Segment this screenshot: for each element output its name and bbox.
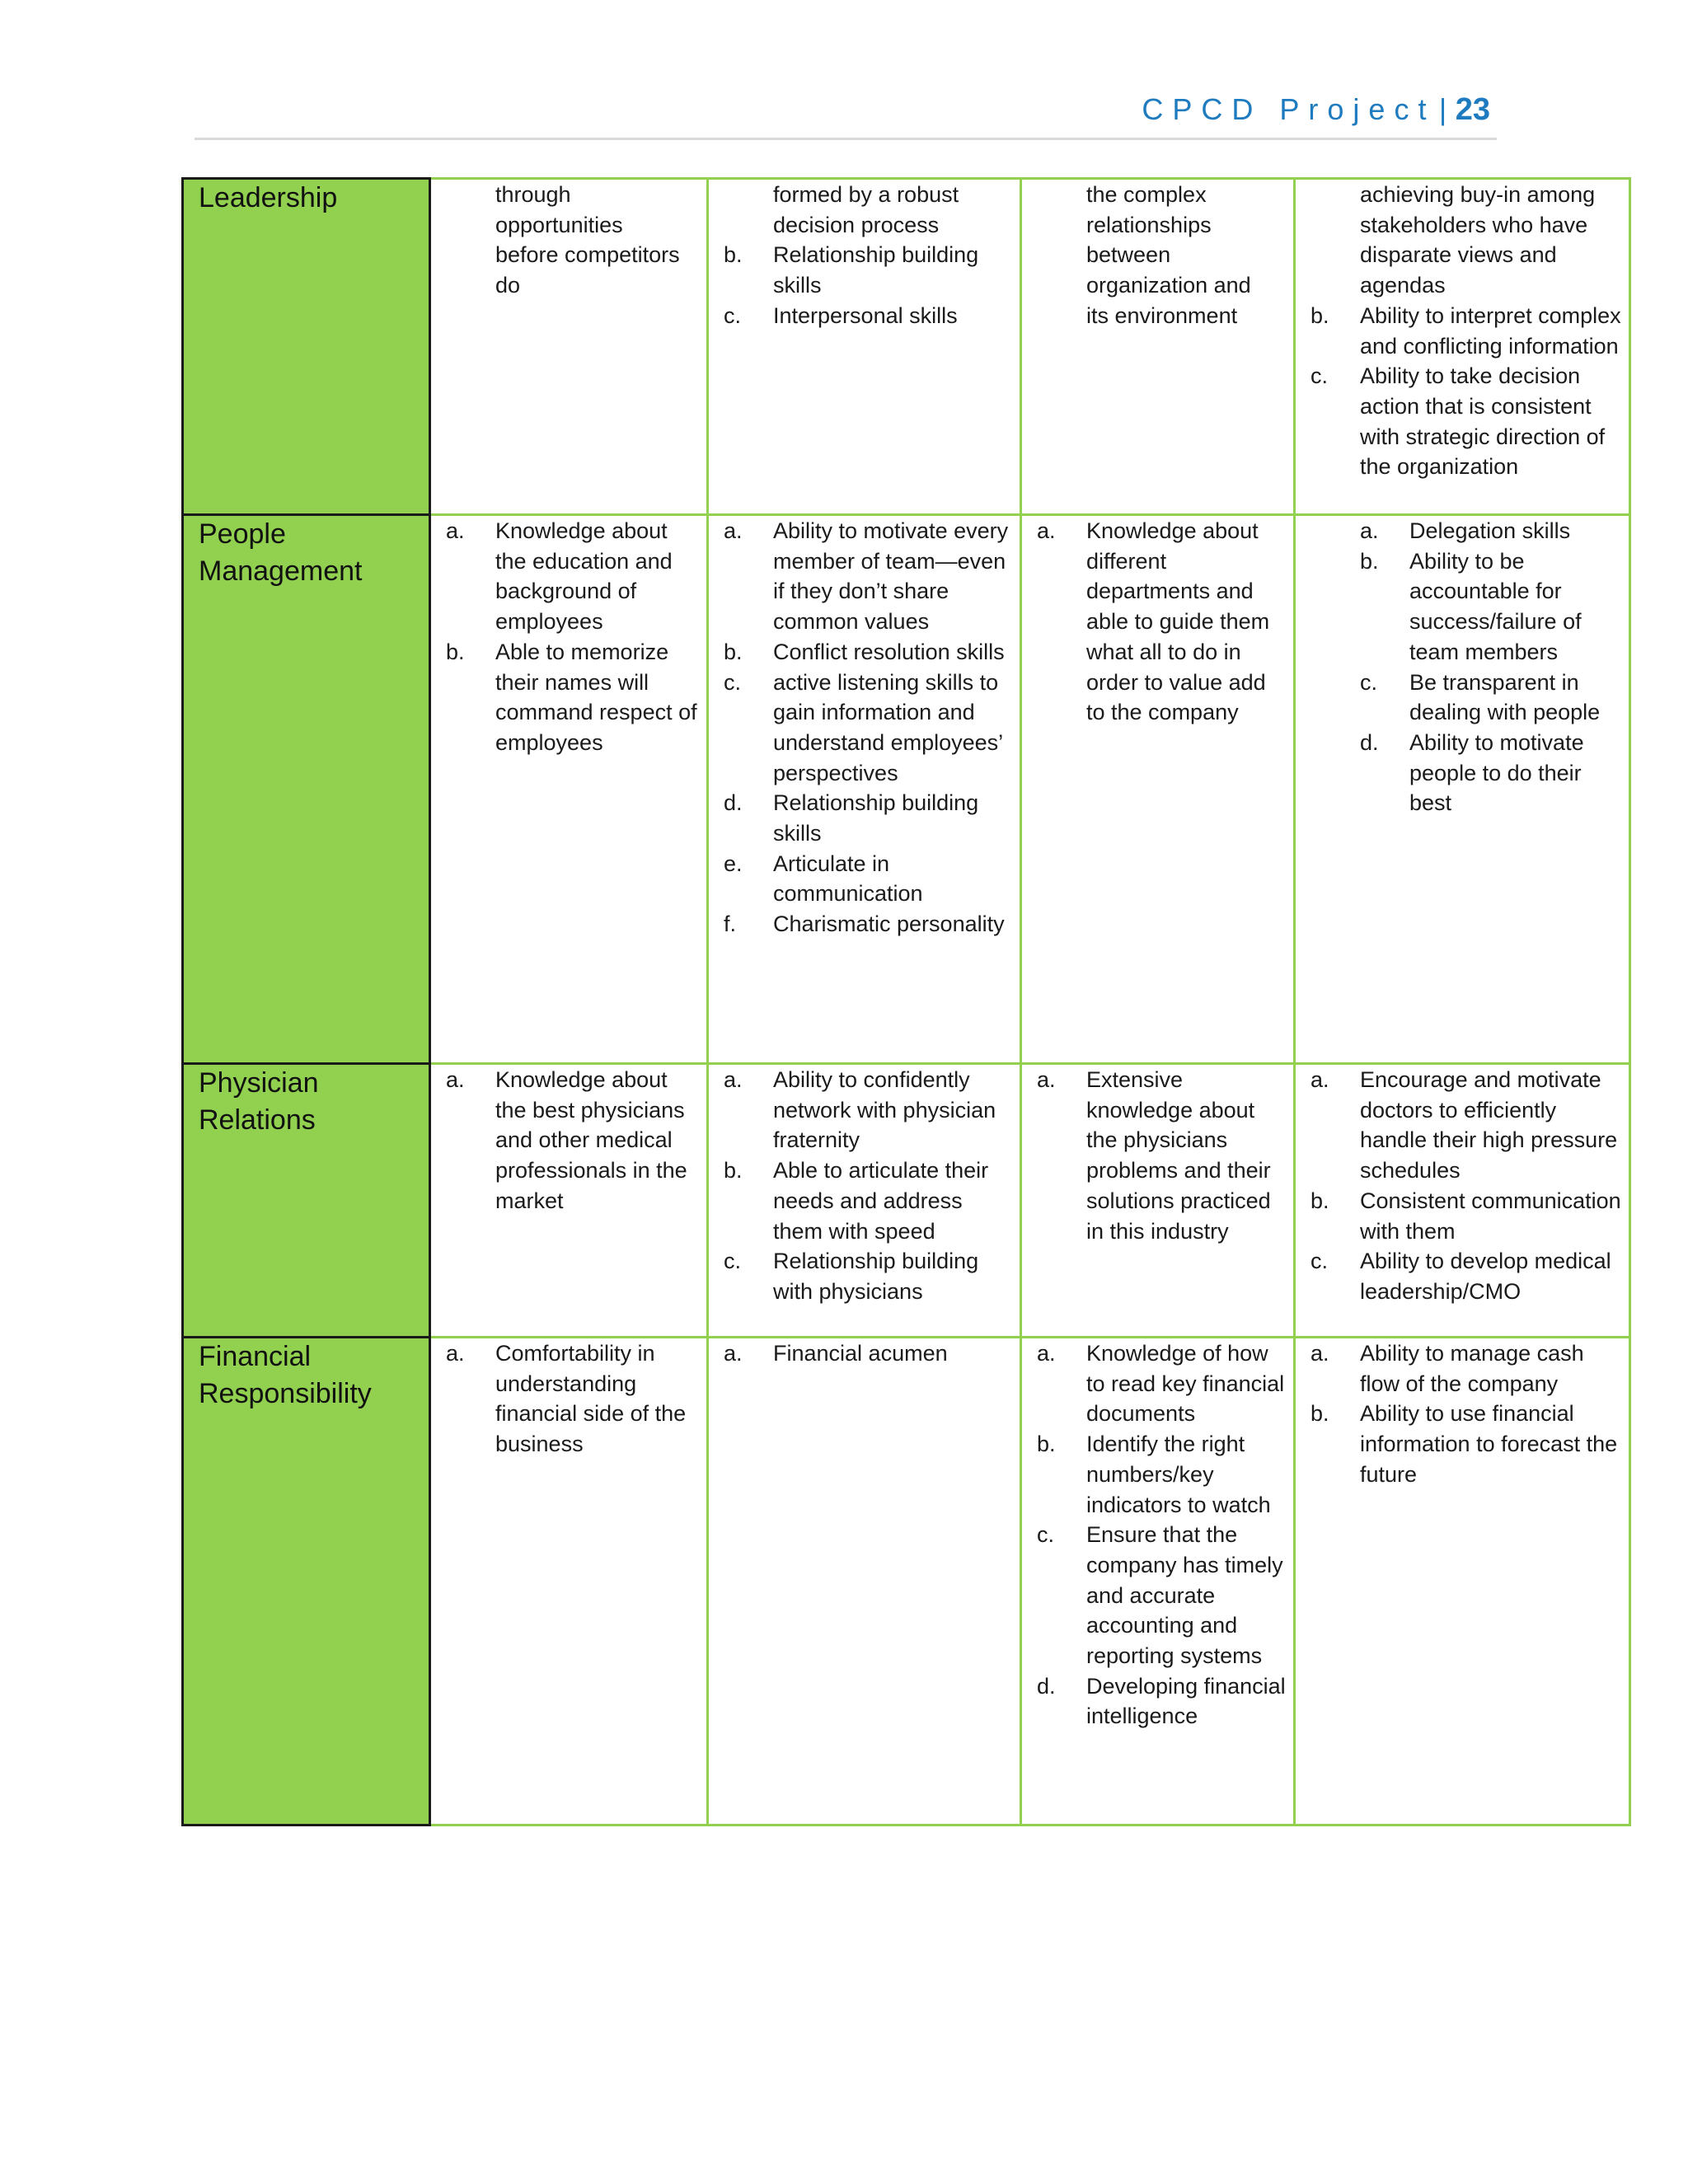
list-item [709,1338,1020,1369]
table-row-leadership [183,179,1630,515]
list-item [1022,1520,1293,1671]
list-item-text: Consistent communication with them [1360,1188,1621,1244]
list-item [1022,1338,1293,1429]
list-marker: b. [1037,1432,1056,1457]
document-title: CPCD Project [1142,92,1436,126]
list-item-text: Ability to develop medical leadership/CMO [1360,1249,1611,1304]
list-item-text: Ensure that the company has timely and accurate accounting and reporting systems [1086,1522,1283,1669]
list-item [1296,301,1629,361]
list-item [1022,516,1293,728]
cell-text-line: agendas [1360,273,1446,298]
list-item-text: Ability to take decision action that is consistent with strategic direction of the organization [1360,363,1606,480]
list-item-text: Developing financial intelligence [1086,1673,1286,1729]
table-row-financial-responsibility [183,1338,1630,1825]
list-marker: a. [446,518,465,543]
list-item [709,1155,1020,1246]
list-item [1022,1429,1293,1520]
list-item [1296,728,1629,818]
list-item-text: Relationship building skills [773,790,979,846]
cell-col1 [430,179,708,515]
cell-col2 [708,515,1021,1064]
list-marker: d. [1037,1673,1056,1699]
cell-col1 [430,1338,708,1825]
list-marker: e. [724,851,743,876]
list-item [431,1065,706,1216]
list-item [1296,1338,1629,1399]
cell-col4 [1295,1064,1630,1338]
list-item-text: Knowledge of how to read key financial documents [1086,1341,1285,1427]
cell-text-line: before competitors [495,242,680,268]
list-marker: a. [1360,518,1379,543]
category-cell: Leadership [183,179,430,515]
list-item-text: Able to articulate their needs and address them with speed [773,1158,989,1244]
page-number: 23 [1455,92,1490,127]
cell-text-line: through [495,182,571,207]
list-item-text: Interpersonal skills [773,302,958,328]
cell-col4 [1295,179,1630,515]
list-item [1022,1065,1293,1246]
list-marker: a. [446,1067,465,1092]
list-item-text: Charismatic personality [773,912,1005,937]
category-cell: Physician Relations [183,1064,430,1338]
list-item-text: Delegation skills [1409,518,1571,543]
list-item-text: Knowledge about different departments and able to guide them what all to do in order to value add to the company [1086,518,1270,725]
list-marker: c. [1311,363,1329,389]
list-marker: a. [446,1341,465,1366]
list-item-text: Extensive knowledge about the physicians problems and their solutions practiced in this industry [1086,1067,1271,1244]
list-item [709,849,1020,909]
list-marker: a. [1311,1341,1329,1366]
list-item [709,301,1020,331]
cell-col4 [1295,1338,1630,1825]
list-item-text: Comfortability in understanding financial side of the business [495,1341,687,1457]
list-marker: b. [1360,548,1379,574]
list-item [709,240,1020,300]
category-cell: Financial Responsibility [183,1338,430,1825]
cell-col2 [708,179,1021,515]
cell-col2 [708,1338,1021,1825]
list-item [709,516,1020,637]
table-row-physician-relations [183,1064,1630,1338]
list-item [1296,1399,1629,1489]
list-marker: c. [1311,1249,1329,1274]
list-marker: b. [724,242,743,268]
list-item [709,788,1020,848]
list-item [1296,1246,1629,1306]
list-item [709,1246,1020,1306]
cell-col1 [430,1064,708,1338]
cell-text-line: relationships [1086,212,1212,237]
cell-col4 [1295,515,1630,1064]
list-item-text: Ability to be accountable for success/failure of team members [1409,548,1582,664]
list-item [1296,361,1629,482]
list-item-text: Financial acumen [773,1341,948,1366]
list-item [1296,668,1629,728]
header-separator: | [1438,92,1447,126]
list-item-text: Relationship building with physicians [773,1249,979,1304]
list-item-text: Relationship building skills [773,242,979,298]
list-item-text: Conflict resolution skills [773,639,1005,664]
list-marker: a. [1037,1067,1056,1092]
cell-text-line: decision process [773,212,940,237]
list-marker: a. [1037,518,1056,543]
cell-text-line: disparate views and [1360,242,1557,268]
list-marker: b. [724,639,743,664]
list-item [1296,546,1629,668]
cell-col3 [1021,179,1295,515]
list-marker: b. [1311,302,1329,328]
competency-table [181,177,1631,1826]
page-header [195,92,1497,140]
list-marker: b. [1311,1401,1329,1427]
list-item [1296,516,1629,546]
list-marker: c. [724,1249,742,1274]
list-marker: c. [1037,1522,1055,1548]
list-item [709,1065,1020,1155]
list-marker: b. [724,1158,743,1183]
list-item [1296,1065,1629,1186]
list-item-text: Ability to confidently network with physician fraternity [773,1067,996,1153]
list-marker: a. [724,518,743,543]
table-row-people-management [183,515,1630,1064]
cell-text-line: achieving buy-in among [1360,182,1596,207]
cell-col3 [1021,1064,1295,1338]
list-marker: c. [724,669,742,695]
list-item-text: Ability to manage cash flow of the company [1360,1341,1584,1396]
list-item-text: Knowledge about the best physicians and other medical professionals in the market [495,1067,687,1213]
cell-col3 [1021,515,1295,1064]
list-marker: c. [1360,669,1378,695]
cell-text-line: the complex [1086,182,1207,207]
list-item [431,1338,706,1460]
cell-text-line: its environment [1086,302,1238,328]
list-marker: d. [1360,729,1379,755]
list-item [431,637,706,758]
list-marker: d. [724,790,743,816]
list-item-text: Be transparent in dealing with people [1409,669,1601,725]
list-marker: a. [1311,1067,1329,1092]
list-item-text: Identify the right numbers/key indicators to watch [1086,1432,1271,1517]
list-item-text: Ability to motivate people to do their best [1409,729,1584,816]
list-item-text: Articulate in communication [773,851,923,907]
list-item-text: active listening skills to gain information and understand employees’ perspectives [773,669,1003,785]
list-marker: a. [1037,1341,1056,1366]
list-item-text: Ability to interpret complex and conflicting information [1360,302,1621,359]
list-item [709,637,1020,668]
list-item-text: Knowledge about the education and background of employees [495,518,673,635]
cell-text-line: organization and [1086,273,1251,298]
cell-text-line: between [1086,242,1171,268]
list-item [709,668,1020,789]
list-item-text: Encourage and motivate doctors to efficiently handle their high pressure schedules [1360,1067,1618,1183]
list-marker: f. [724,912,737,937]
cell-text-line: do [495,273,521,298]
list-marker: b. [446,639,465,664]
list-item-text: Ability to motivate every member of team—even if they don’t share common values [773,518,1009,635]
list-item-text: Able to memorize their names will command respect of employees [495,639,697,755]
list-marker: c. [724,302,742,328]
cell-text-line: opportunities [495,212,623,237]
list-marker: a. [724,1067,743,1092]
list-item [1296,1186,1629,1246]
list-marker: a. [724,1341,743,1366]
list-marker: b. [1311,1188,1329,1213]
list-item-text: Ability to use financial information to forecast the future [1360,1401,1618,1487]
cell-text-line: stakeholders who have [1360,212,1588,237]
cell-col1 [430,515,708,1064]
cell-col3 [1021,1338,1295,1825]
cell-col2 [708,1064,1021,1338]
list-item [431,516,706,637]
list-item [709,909,1020,940]
category-cell: People Management [183,515,430,1064]
list-item [1022,1671,1293,1732]
cell-text-line: formed by a robust [773,182,959,207]
